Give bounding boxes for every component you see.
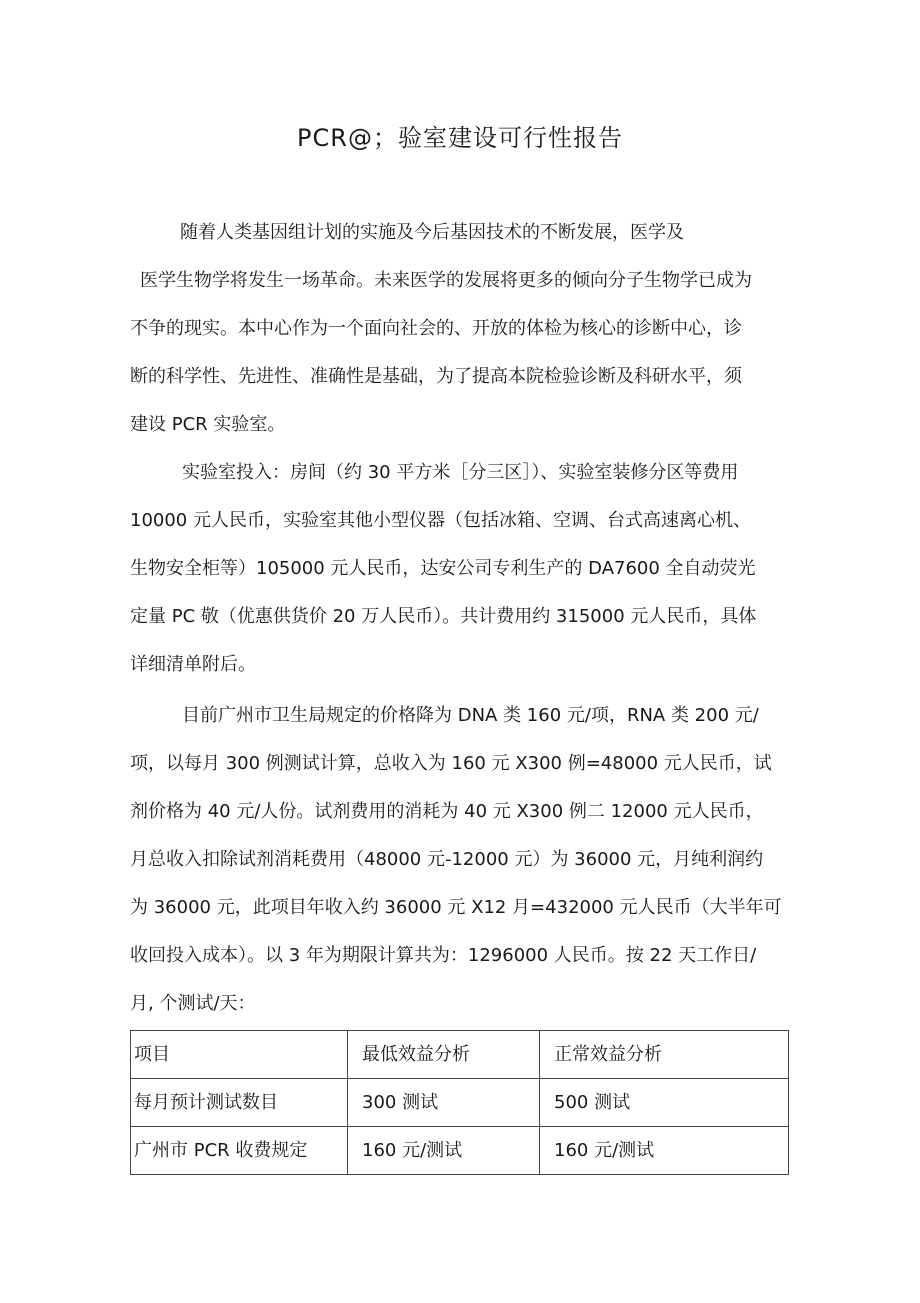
- paragraph-3-line-3: 剂价格为 40 元/人份。试剂费用的消耗为 40 元 X300 例二 12000 元人民币，: [130, 801, 764, 822]
- table-cell: 300 测试: [348, 1079, 540, 1127]
- table-row: [131, 1127, 789, 1175]
- paragraph-3-line-6: 收回投入成本）。以 3 年为期限计算共为：1296000 人民币。按 22 天工作日/: [130, 945, 757, 966]
- table-cell: 160 元/测试: [540, 1127, 789, 1175]
- table-cell: 最低效益分析: [348, 1031, 540, 1079]
- paragraph-1-line-2: 医学生物学将发生一场革命。未来医学的发展将更多的倾向分子生物学已成为: [140, 270, 752, 291]
- table-header-row: [131, 1031, 789, 1079]
- paragraph-3-line-1: 目前广州市卫生局规定的价格降为 DNA 类 160 元/项，RNA 类 200 元/: [182, 705, 759, 726]
- paragraph-1-line-5: 建设 PCR 实验室。: [130, 414, 286, 435]
- paragraph-2-line-1: 实验室投入：房间（约 30 平方米［分三区］）、实验室装修分区等费用: [182, 462, 739, 483]
- paragraph-2-line-3: 生物安全柜等）105000 元人民币，达安公司专利生产的 DA7600 全自动荧光: [130, 558, 756, 579]
- table-row: [131, 1079, 789, 1127]
- benefit-analysis-table: [130, 1030, 789, 1175]
- paragraph-3-line-7: 月, 个测试/天：: [130, 993, 256, 1014]
- paragraph-1-line-1: 随着人类基因组计划的实施及今后基因技术的不断发展，医学及: [180, 222, 684, 243]
- table-cell: 每月预计测试数目: [131, 1079, 348, 1127]
- table-cell: 160 元/测试: [348, 1127, 540, 1175]
- paragraph-1-line-3: 不争的现实。本中心作为一个面向社会的、开放的体检为核心的诊断中心，诊: [130, 318, 742, 339]
- paragraph-2-line-4: 定量 PC 敬（优惠供货价 20 万人民币）。共计费用约 315000 元人民币，具体: [130, 606, 757, 627]
- paragraph-2-line-5: 详细清单附后。: [130, 654, 256, 675]
- paragraph-2-line-2: 10000 元人民币，实验室其他小型仪器（包括冰箱、空调、台式高速离心机、: [130, 510, 751, 531]
- paragraph-3-line-5: 为 36000 元，此项目年收入约 36000 元 X12 月=432000 元人民币（大半年可: [130, 897, 782, 918]
- paragraph-1-line-4: 断的科学性、先进性、准确性是基础，为了提高本院检验诊断及科研水平，须: [130, 366, 742, 387]
- table-cell: 项目: [131, 1031, 348, 1079]
- page-title: PCR@；验室建设可行性报告: [297, 124, 623, 152]
- table-cell: 正常效益分析: [540, 1031, 789, 1079]
- table-cell: 500 测试: [540, 1079, 789, 1127]
- table-cell: 广州市 PCR 收费规定: [131, 1127, 348, 1175]
- paragraph-3-line-2: 项，以每月 300 例测试计算，总收入为 160 元 X300 例=48000 元人民币，试: [130, 753, 772, 774]
- paragraph-3-line-4: 月总收入扣除试剂消耗费用（48000 元-12000 元）为 36000 元，月纯利润约: [130, 849, 764, 870]
